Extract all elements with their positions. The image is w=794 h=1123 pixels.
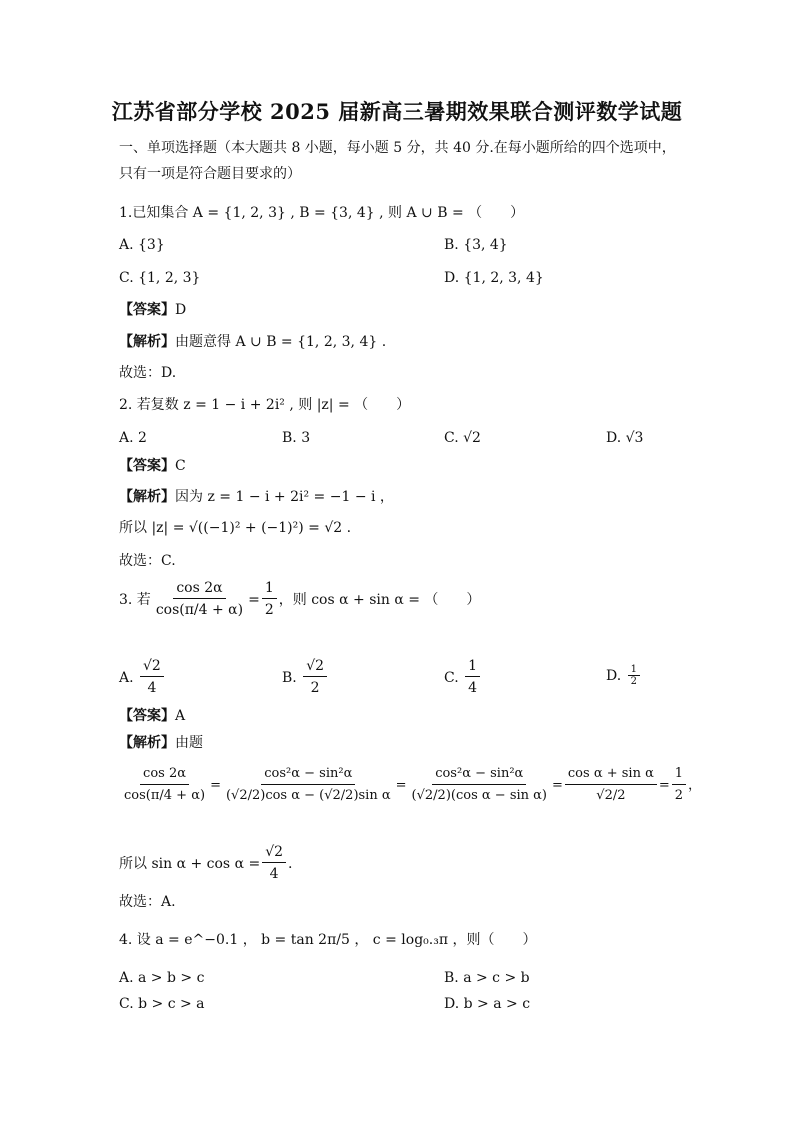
q3-option-a (119, 656, 166, 699)
equals-sign: = (395, 777, 407, 793)
q3-conclusion: 故选：A. (119, 894, 176, 910)
q3-option-c (444, 656, 482, 699)
answer-label: 【答案】 (119, 302, 175, 318)
fraction-numerator: 1 (465, 656, 480, 677)
fraction-denominator: 4 (468, 680, 478, 696)
q4-stem: 4. 设 a = e^−0.1 ， b = tan 2π/5 ， c = log₀.₃π ，则（ ） (119, 932, 537, 948)
q4-option-c: C. b > c > a (119, 996, 205, 1012)
q1-analysis (119, 332, 386, 352)
q3-stem-suffix: ，则 cos α + sin α = （ ） (278, 591, 481, 608)
option-label: B. (282, 669, 297, 686)
equals-sign: = (658, 777, 670, 793)
fraction-denominator: 4 (147, 680, 157, 696)
fraction-numerator: cos²α − sin²α (261, 764, 355, 785)
q1-option-d: D. {1, 2, 3, 4} (444, 270, 544, 286)
fraction-numerator: cos α + sin α (565, 764, 657, 785)
option-label: A. (119, 669, 134, 686)
q3-stem-prefix: 3. 若 (119, 591, 151, 608)
fraction-denominator: (√2/2)cos α − (√2/2)sin α (225, 788, 391, 803)
q3-result (119, 842, 292, 885)
exam-title: 江苏省部分学校 2025 届新高三暑期效果联合测评数学试题 (111, 99, 683, 124)
q1-option-c: C. {1, 2, 3} (119, 270, 201, 286)
fraction-numerator: 1 (262, 578, 277, 599)
result-prefix: 所以 sin α + cos α = (119, 855, 261, 872)
q4-option-d: D. b > a > c (444, 996, 531, 1012)
fraction-numerator: cos 2α (140, 764, 189, 785)
answer-value: A (175, 708, 186, 724)
analysis-text: 因为 z = 1 − i + 2i² = −1 − i ， (175, 489, 394, 505)
q2-option-c: C. √2 (444, 430, 481, 446)
fraction-numerator: cos 2α (173, 578, 225, 599)
fraction-denominator: (√2/2)(cos α − sin α) (411, 788, 547, 803)
q3-stem (119, 578, 480, 621)
q1-conclusion: 故选：D. (119, 365, 177, 381)
fraction-numerator: 1 (628, 664, 640, 676)
q2-option-d: D. √3 (606, 430, 644, 446)
analysis-label: 【解析】 (119, 735, 175, 751)
q1-option-b: B. {3, 4} (444, 237, 508, 253)
section-heading-line-2: 只有一项是符合题目要求的） (119, 166, 301, 182)
answer-label: 【答案】 (119, 458, 175, 474)
fraction-numerator: √2 (140, 656, 164, 677)
q4-option-b: B. a > c > b (444, 970, 530, 986)
analysis-text: 由题意得 A ∪ B = {1, 2, 3, 4} . (175, 334, 387, 350)
answer-label: 【答案】 (119, 708, 175, 724)
q2-stem: 2. 若复数 z = 1 − i + 2i² , 则 |z| = （ ） (119, 397, 411, 413)
answer-value: D (175, 302, 187, 318)
analysis-text: 由题 (175, 735, 203, 751)
q4-option-a: A. a > b > c (119, 970, 205, 986)
fraction-denominator: √2/2 (596, 788, 626, 803)
q3-option-b (282, 656, 329, 699)
equals-sign: = (552, 777, 563, 793)
fraction-numerator: cos²α − sin²α (432, 764, 526, 785)
fraction-denominator: cos(π/4 + α) (124, 788, 206, 803)
fraction-denominator: 2 (630, 676, 638, 687)
fraction-denominator: 4 (269, 866, 279, 882)
option-label: C. (444, 669, 459, 686)
equals-sign: = (248, 591, 260, 608)
analysis-label: 【解析】 (119, 489, 175, 505)
q2-analysis-2: 所以 |z| = √((−1)² + (−1)²) = √2 . (119, 520, 352, 536)
fraction-numerator: 1 (672, 764, 686, 785)
section-heading-line-1: 一、单项选择题（本大题共 8 小题，每小题 5 分，共 40 分.在每小题所给的四个选项中， (119, 140, 676, 156)
analysis-label: 【解析】 (119, 334, 175, 350)
q1-stem: 1.已知集合 A = {1, 2, 3} , B = {3, 4} , 则 A ∪ B = （ ） (119, 205, 525, 221)
fraction-denominator: 2 (264, 602, 274, 618)
option-label: D. (606, 667, 622, 684)
q2-conclusion: 故选：C. (119, 553, 176, 569)
q3-stem-half (262, 578, 277, 621)
fraction-denominator: 2 (310, 680, 320, 696)
q2-answer (119, 456, 186, 476)
q2-option-b: B. 3 (282, 430, 311, 446)
q2-analysis (119, 487, 394, 507)
comma: ， (688, 777, 702, 793)
fraction-numerator: √2 (303, 656, 327, 677)
fraction-denominator: 2 (674, 788, 684, 803)
q3-analysis (119, 733, 203, 753)
fraction-numerator: √2 (262, 842, 286, 863)
equals-sign: = (210, 777, 221, 793)
q3-stem-fraction (153, 578, 246, 621)
q3-answer (119, 706, 185, 726)
fraction-denominator: cos(π/4 + α) (155, 602, 244, 618)
q1-option-a: A. {3} (119, 237, 165, 253)
q1-answer (119, 300, 186, 320)
answer-value: C (175, 458, 186, 474)
q2-option-a: A. 2 (119, 430, 147, 446)
period: . (288, 855, 293, 872)
q3-option-d (606, 664, 642, 687)
q3-derivation (119, 764, 701, 807)
